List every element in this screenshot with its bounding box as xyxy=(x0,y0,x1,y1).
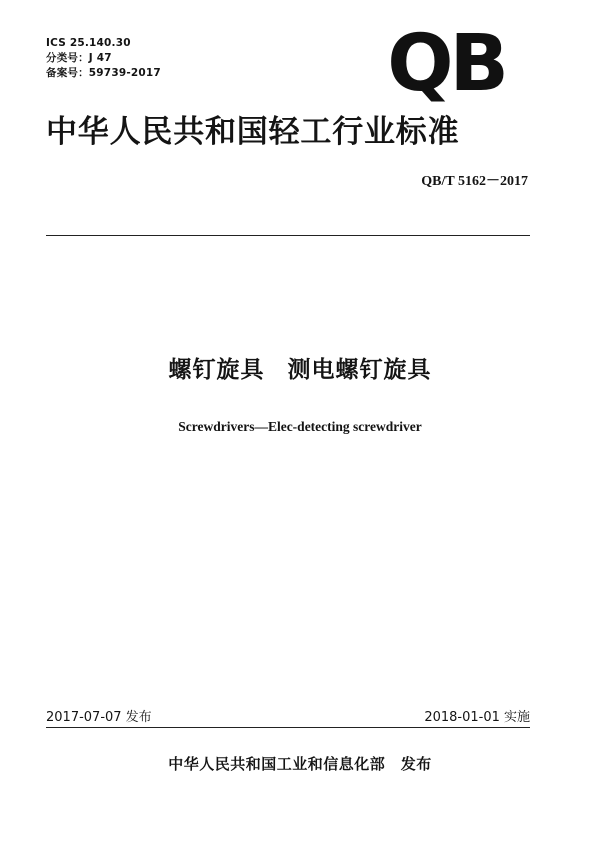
publisher: 中华人民共和国工业和信息化部 发布 xyxy=(168,755,432,773)
standard-number: QB/T 5162－2017 xyxy=(421,174,528,189)
footer-divider xyxy=(46,727,530,728)
document-title-cn: 螺钉旋具 测电螺钉旋具 xyxy=(168,357,432,383)
standard-category-title: 中华人民共和国轻工行业标准 xyxy=(46,114,460,150)
filing-number: 备案号：59739-2017 xyxy=(46,67,161,79)
document-title-en: Screwdrivers—Elec-detecting screwdriver xyxy=(178,419,422,434)
ics-code: ICS 25.140.30 xyxy=(46,37,131,49)
qb-logo: QB xyxy=(387,19,505,109)
classification-number: 分类号：J 47 xyxy=(46,52,112,64)
issue-date: 2017-07-07 发布 xyxy=(46,710,152,725)
header-divider xyxy=(46,235,530,236)
effective-date: 2018-01-01 实施 xyxy=(424,710,530,725)
